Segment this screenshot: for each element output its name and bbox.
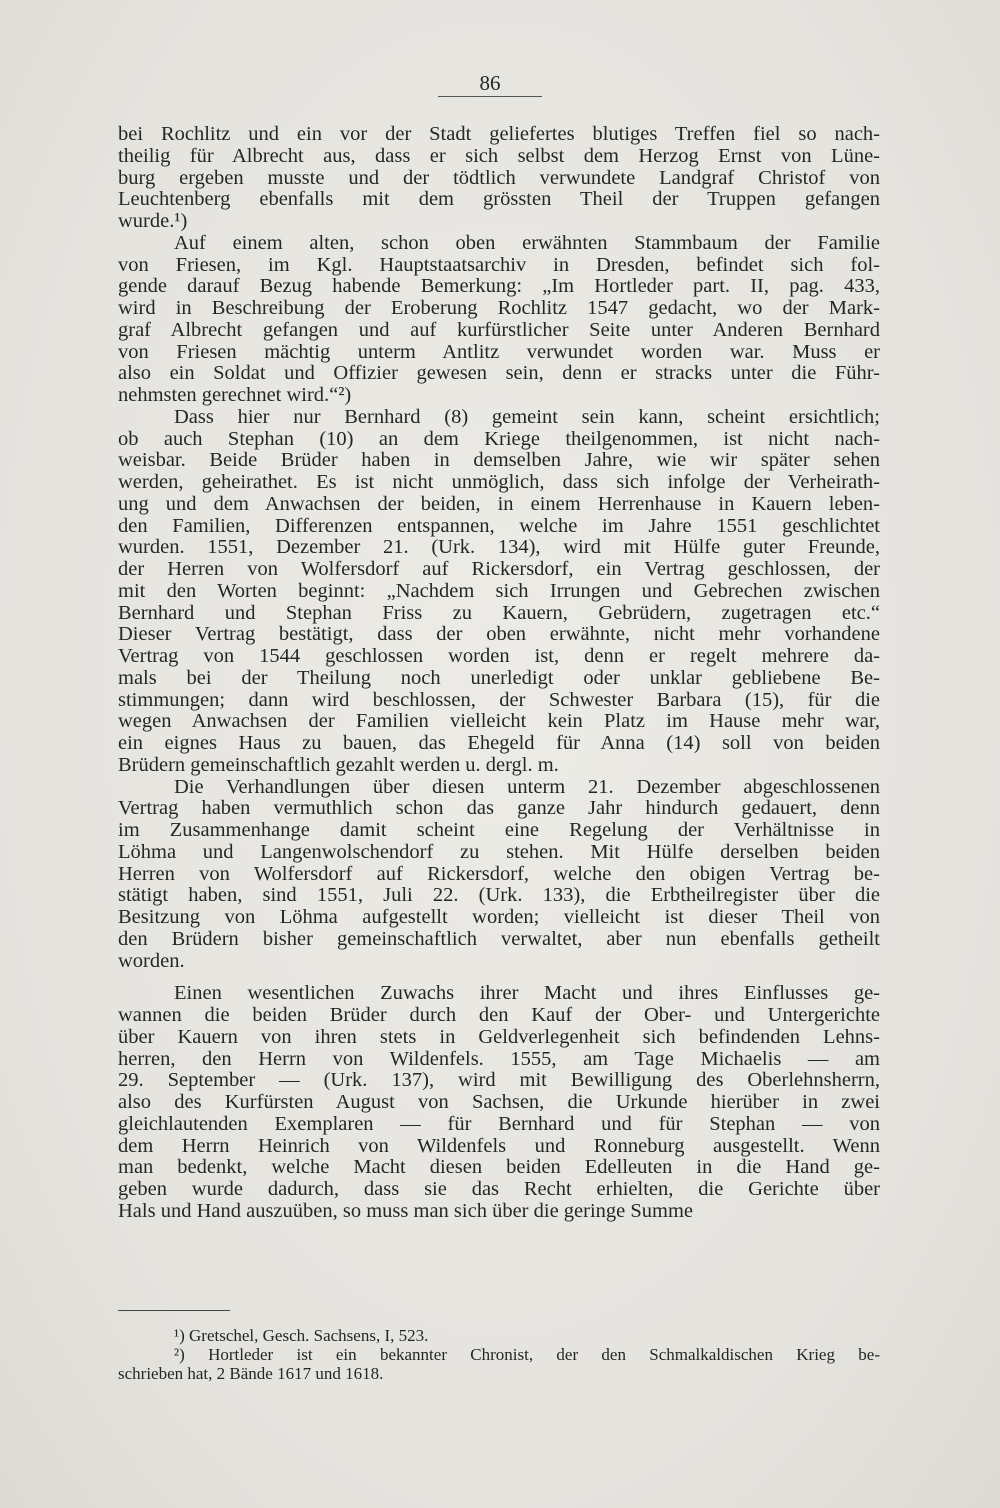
text-line: mals bei der Theilung noch unerledigt oder unklar gebliebene Be- [118, 667, 880, 689]
text-line: Brüdern gemeinschaftlich gezahlt werden u. dergl. m. [118, 754, 559, 776]
text-line: wurde.¹) [118, 211, 188, 232]
footnote-line: ²) Hortleder ist ein bekannter Chronist, der den Schmalkaldischen Krieg be- [174, 1345, 880, 1364]
text-line: stätigt haben, sind 1551, Juli 22. (Urk. 133), die Erbtheilregister über die [118, 885, 880, 907]
text-line: nehmsten gerechnet wird.“²) [118, 385, 352, 406]
text-line: im Zusammenhange damit scheint eine Regelung der Verhältnisse in [118, 820, 880, 841]
text-line: dem Herrn Heinrich von Wildenfels und Ronneburg ausgestellt. Wenn [118, 1135, 880, 1157]
text-line: mit den Worten beginnt: „Nachdem sich Irrungen und Gebrechen zwischen [118, 580, 880, 602]
text-line: weisbar. Beide Brüder haben in demselben Jahre, wie wir später sehen [118, 450, 880, 472]
text-line: der Herren von Wolfersdorf auf Rickersdorf, ein Vertrag geschlossen, der [118, 559, 880, 580]
text-line: stimmungen; dann wird beschlossen, der Schwester Barbara (15), für die [118, 689, 880, 711]
text-line: Bernhard und Stephan Friss zu Kauern, Gebrüdern, zugetragen etc.“ [118, 602, 880, 624]
text-line: Vertrag haben vermuthlich schon das ganze Jahr hindurch gedauert, denn [118, 798, 880, 820]
text-line: Hals und Hand auszuüben, so muss man sich über die geringe Summe [118, 1200, 694, 1222]
text-line: Die Verhandlungen über diesen unterm 21. Dezember abgeschlossenen [174, 776, 880, 798]
text-line: Leuchtenberg ebenfalls mit dem grössten Theil der Truppen gefangen [118, 189, 880, 211]
text-line: Herren von Wolfersdorf auf Rickersdorf, welche den obigen Vertrag be- [118, 863, 880, 885]
footnotes [118, 1326, 880, 1383]
text-line: Vertrag von 1544 geschlossen worden ist, denn er regelt mehrere da- [118, 646, 880, 667]
text-line: geben wurde dadurch, dass sie das Recht erhielten, die Gerichte über [118, 1179, 880, 1200]
text-line: ein eignes Haus zu bauen, das Ehegeld für Anna (14) soll von beiden [118, 733, 880, 754]
text-line: wurden. 1551, Dezember 21. (Urk. 134), wird mit Hülfe guter Freunde, [118, 537, 880, 559]
text-line: Löhma und Langenwolschendorf zu stehen. Mit Hülfe derselben beiden [118, 841, 880, 863]
text-line: ob auch Stephan (10) an dem Kriege theilgenommen, ist nicht nach- [118, 428, 880, 450]
paragraph [118, 124, 880, 233]
footnote-divider [118, 1310, 230, 1311]
text-line: worden. [118, 950, 185, 972]
paragraph [118, 233, 880, 407]
text-line: herren, den Herrn von Wildenfels. 1555, am Tage Michaelis — am [118, 1048, 880, 1070]
text-line: gende darauf Bezug habende Bemerkung: „Im Hortleder part. II, pag. 433, [118, 276, 880, 298]
text-line: man bedenkt, welche Macht diesen beiden Edelleuten in die Hand ge- [118, 1157, 880, 1179]
page-number: 86 [479, 71, 501, 95]
text-line: wannen die beiden Brüder durch den Kauf der Ober- und Untergerichte [118, 1005, 880, 1026]
text-line: wegen Anwachsen der Familien vielleicht kein Platz im Hause mehr war, [118, 711, 880, 733]
text-line: theilig für Albrecht aus, dass er sich selbst dem Herzog Ernst von Lüne- [118, 145, 880, 167]
text-line: 29. September — (Urk. 137), wird mit Bewilligung des Oberlehnsherrn, [118, 1070, 880, 1092]
text-line: Dass hier nur Bernhard (8) gemeint sein kann, scheint ersichtlich; [174, 406, 880, 428]
text-line: werden, geheirathet. Es ist nicht unmöglich, dass sich infolge der Verheirath- [118, 472, 880, 493]
text-line: über Kauern von ihren stets in Geldverlegenheit sich befindenden Lehns- [118, 1026, 880, 1048]
body-text [118, 124, 880, 1223]
text-line: graf Albrecht gefangen und auf kurfürstlicher Seite unter Anderen Bernhard [118, 319, 880, 341]
text-line: Einen wesentlichen Zuwachs ihrer Macht und ihres Einflusses ge- [174, 983, 880, 1005]
text-line: den Brüdern bisher gemeinschaftlich verwaltet, aber nun ebenfalls getheilt [118, 928, 880, 950]
text-line: bei Rochlitz und ein vor der Stadt geliefertes blutiges Treffen fiel so nach- [118, 124, 880, 145]
footnote [118, 1326, 880, 1345]
paragraph [118, 407, 880, 777]
page-number-rule [438, 96, 542, 97]
text-line: den Familien, Differenzen entspannen, welche im Jahre 1551 geschlichtet [118, 515, 880, 537]
text-line: von Friesen mächtig unterm Antlitz verwundet worden war. Muss er [118, 341, 880, 363]
text-line: Besitzung von Löhma aufgestellt worden; vielleicht ist dieser Theil von [118, 907, 880, 928]
text-line: Dieser Vertrag bestätigt, dass der oben erwähnte, nicht mehr vorhandene [118, 624, 880, 646]
text-line: burg ergeben musste und der tödtlich verwundete Landgraf Christof von [118, 167, 880, 189]
text-line: ung und dem Anwachsen der beiden, in einem Herrenhause in Kauern leben- [118, 493, 880, 515]
text-line: also ein Soldat und Offizier gewesen sein, denn er stracks unter die Führ- [118, 363, 880, 385]
paragraph [118, 777, 880, 973]
footnote [118, 1345, 880, 1383]
footnote-line: schrieben hat, 2 Bände 1617 und 1618. [118, 1364, 384, 1383]
text-line: also des Kurfürsten August von Sachsen, die Urkunde hierüber in zwei [118, 1092, 880, 1113]
text-line: von Friesen, im Kgl. Hauptstaatsarchiv in Dresden, befindet sich fol- [118, 254, 880, 276]
text-line: Auf einem alten, schon oben erwähnten Stammbaum der Familie [174, 232, 880, 254]
text-line: wird in Beschreibung der Eroberung Rochlitz 1547 gedacht, wo der Mark- [118, 298, 880, 319]
paragraph [118, 983, 880, 1222]
text-line: gleichlautenden Exemplaren — für Bernhard und für Stephan — von [118, 1113, 880, 1135]
footnote-line: ¹) Gretschel, Gesch. Sachsens, I, 523. [174, 1326, 429, 1345]
